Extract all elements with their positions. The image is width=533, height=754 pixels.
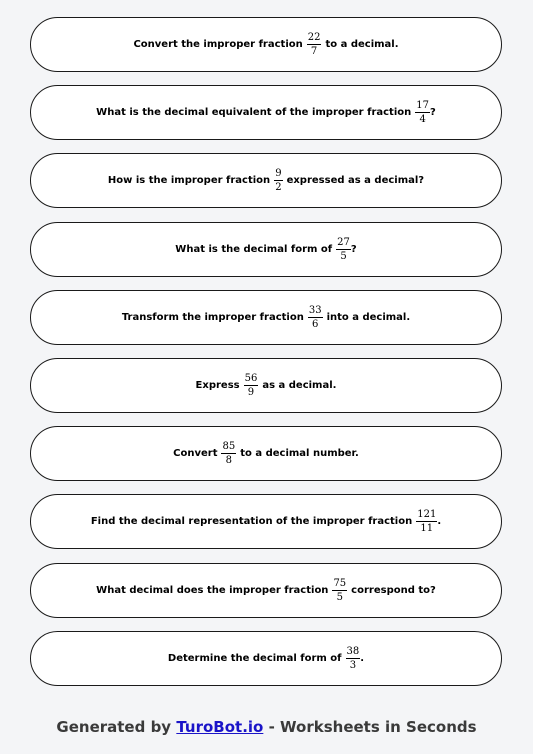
numerator: 33 — [308, 304, 322, 316]
numerator: 121 — [417, 509, 437, 521]
problem-card — [30, 563, 502, 618]
question-text-end: expressed as a decimal? — [286, 175, 425, 187]
numerator: 75 — [333, 577, 347, 589]
denominator: 5 — [340, 250, 347, 262]
numerator: 27 — [337, 236, 350, 248]
denominator: 9 — [247, 386, 255, 398]
footer-suffix: - Worksheets in Seconds — [268, 718, 477, 736]
problem-card — [30, 358, 502, 413]
problem-card — [30, 85, 502, 140]
question-text-end: ? — [430, 107, 436, 119]
denominator: 2 — [275, 182, 282, 194]
question-text-end: . — [360, 652, 365, 664]
question-text: Find the decimal representation of the improper fraction — [90, 516, 413, 528]
fraction — [308, 305, 323, 330]
problem-card — [30, 153, 502, 208]
fraction — [415, 100, 430, 125]
question-text: Transform the improper fraction — [121, 311, 304, 323]
question-text-end: to a decimal number. — [240, 448, 359, 460]
question-text: What is the decimal equivalent of the improper fraction — [96, 107, 412, 119]
denominator: 5 — [336, 591, 343, 603]
question-text: Express — [195, 379, 240, 391]
fraction — [274, 168, 282, 193]
numerator: 17 — [416, 100, 429, 112]
question-text: What is the decimal form of — [175, 243, 333, 255]
denominator: 6 — [312, 318, 319, 330]
question-text-end: correspond to? — [351, 584, 436, 596]
problem-card — [30, 631, 502, 686]
problem-list — [30, 17, 502, 699]
fraction — [416, 509, 437, 534]
question-text-end: to a decimal. — [325, 39, 399, 50]
fraction — [244, 373, 259, 398]
footer-prefix: Generated by — [56, 718, 172, 736]
problem-card — [30, 222, 502, 277]
numerator: 38 — [346, 645, 360, 657]
denominator: 8 — [225, 455, 233, 467]
fraction — [336, 237, 351, 262]
question-text: Determine the decimal form of — [167, 652, 342, 664]
fraction — [221, 441, 236, 466]
question-text-end: ? — [350, 243, 357, 255]
problem-card — [30, 17, 502, 72]
question-text-end: as a decimal. — [262, 379, 337, 391]
problem-card — [30, 494, 502, 549]
question-text: Convert the improper fraction — [133, 39, 303, 50]
problem-card — [30, 426, 502, 481]
denominator: 11 — [420, 523, 434, 535]
numerator: 56 — [244, 372, 258, 384]
problem-card — [30, 290, 502, 345]
numerator: 9 — [275, 168, 282, 180]
fraction — [307, 32, 322, 57]
question-text: What decimal does the improper fraction — [96, 584, 329, 596]
question-text: How is the improper fraction — [107, 175, 271, 187]
turobot-link[interactable]: TuroBot.io — [176, 718, 264, 736]
question-text-end: . — [437, 516, 442, 528]
fraction — [332, 578, 347, 603]
footer — [0, 718, 533, 736]
question-text: Convert — [173, 448, 218, 460]
numerator: 22 — [307, 32, 321, 43]
denominator: 4 — [419, 114, 426, 126]
denominator: 7 — [310, 46, 318, 57]
denominator: 3 — [349, 659, 357, 671]
fraction — [346, 646, 361, 671]
question-text-end: into a decimal. — [326, 311, 411, 323]
numerator: 85 — [222, 441, 236, 453]
